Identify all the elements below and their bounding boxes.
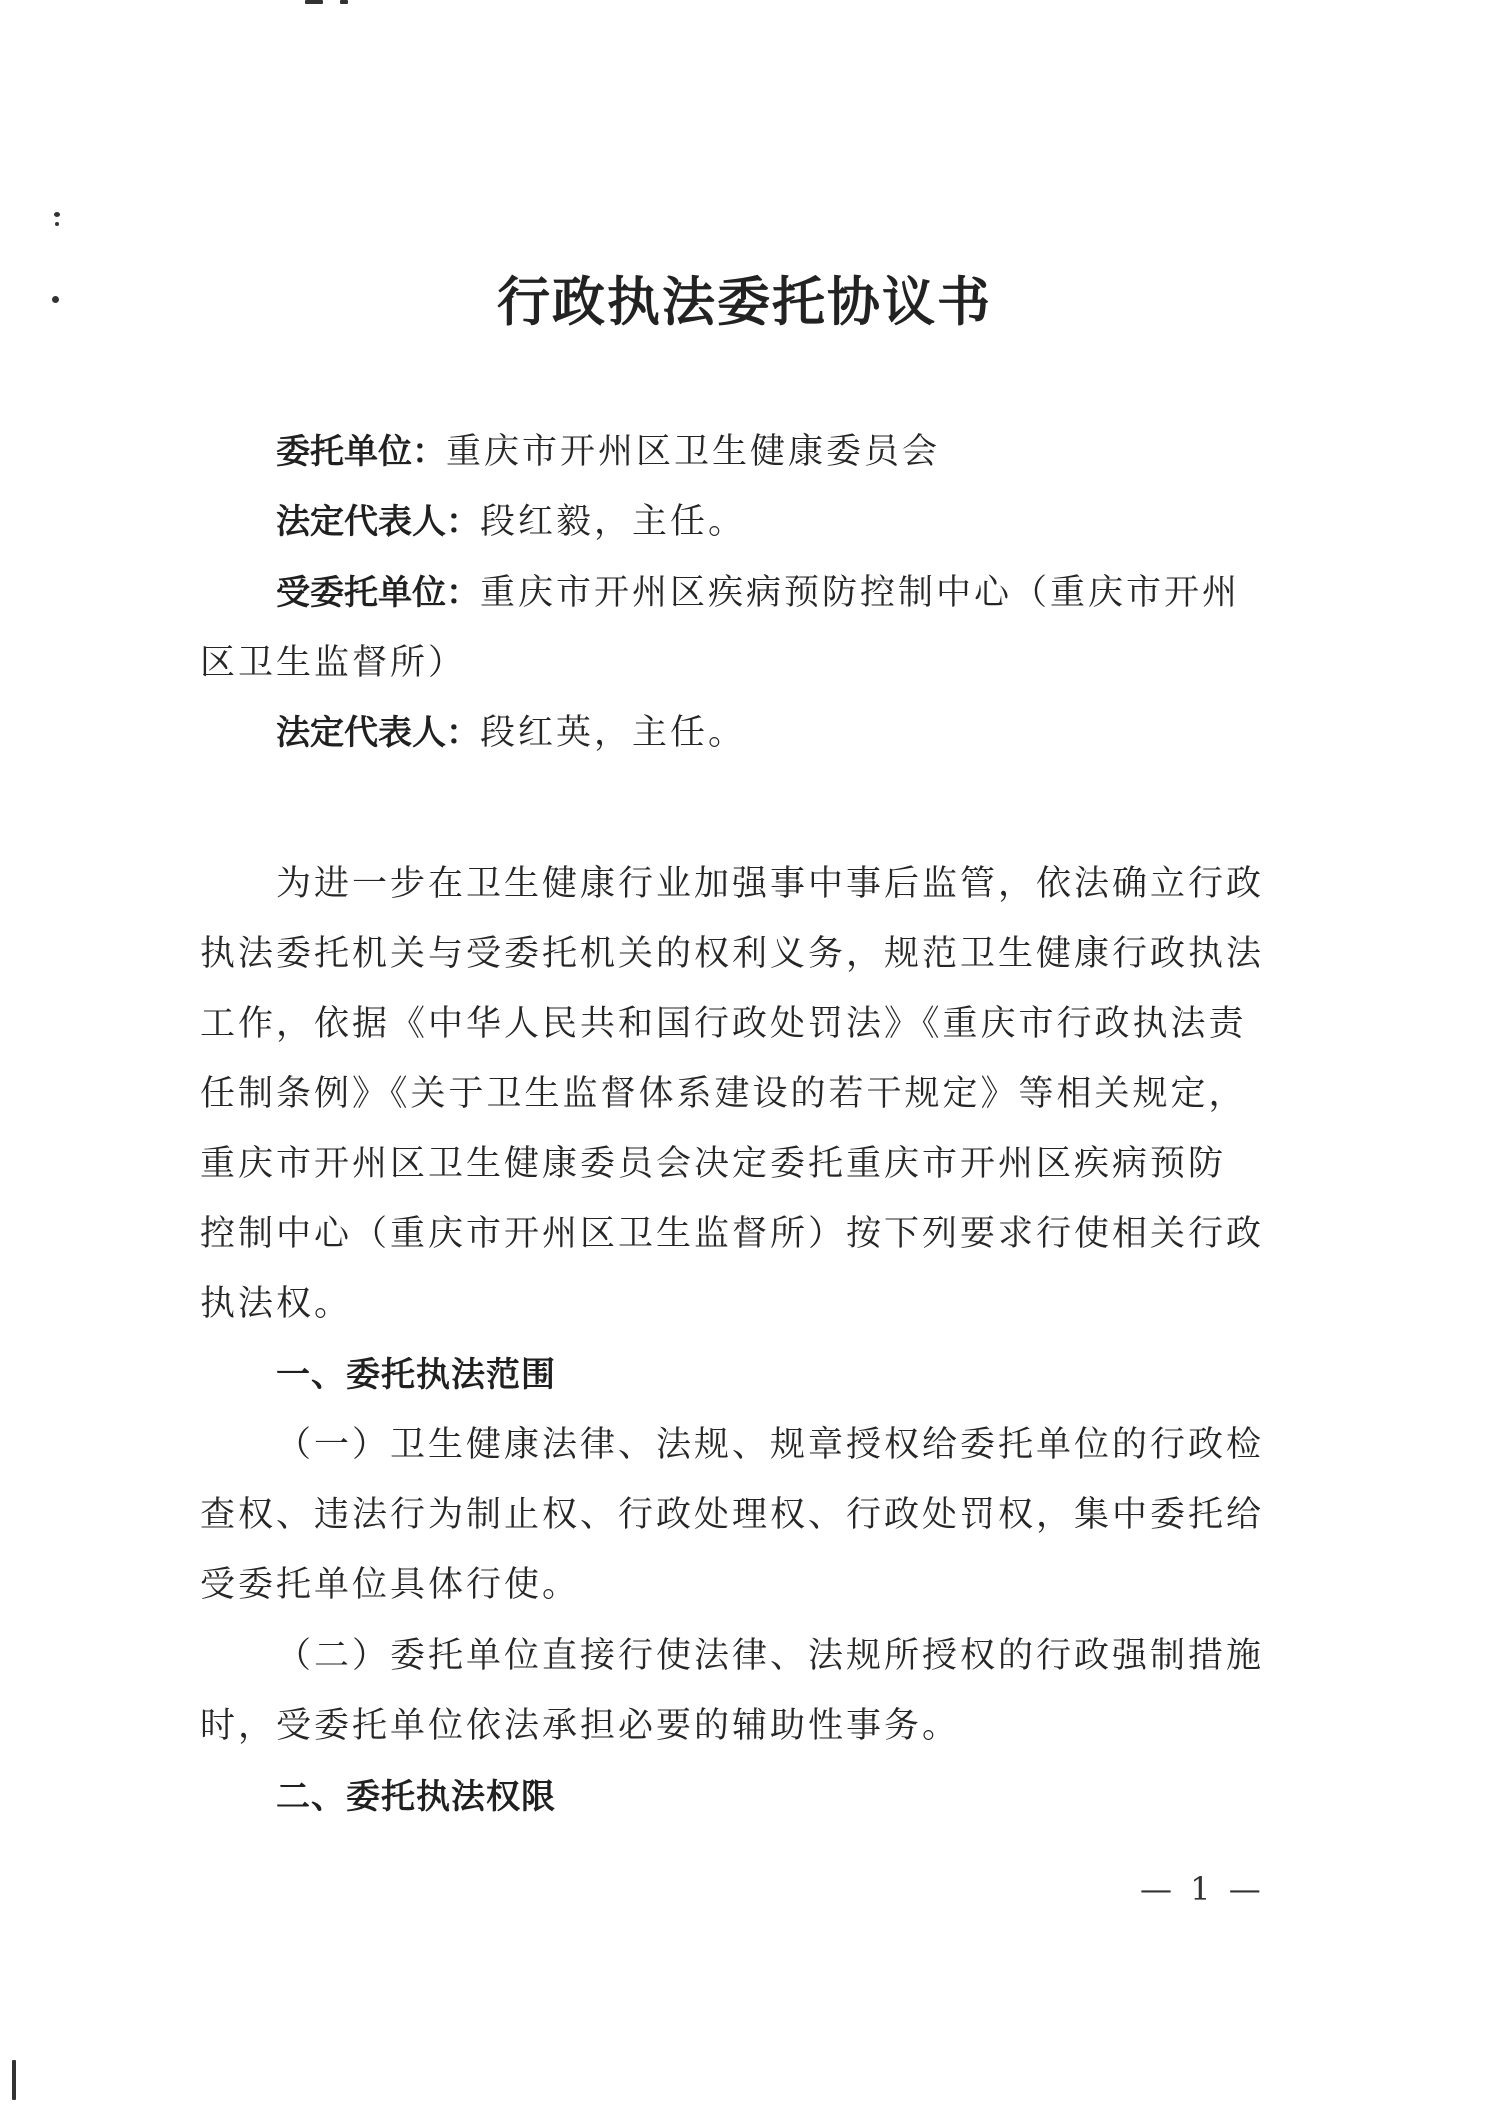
section-heading: 一、委托执法范围	[276, 1355, 556, 1395]
page-number: — 1 —	[1140, 1870, 1265, 1908]
principal-label: 委托单位：	[276, 432, 446, 472]
section1-item1-line: （一）卫生健康法律、法规、规章授权给委托单位的行政检	[276, 1425, 1265, 1465]
section1-item2-line: 时，受委托单位依法承担必要的辅助性事务。	[200, 1706, 961, 1746]
agent-value-continued: 区卫生监督所）	[200, 643, 467, 683]
preamble-line: 执法权。	[200, 1284, 353, 1324]
document-title: 行政执法委托协议书	[497, 271, 992, 333]
agent-line	[276, 563, 1290, 623]
agent-rep-line	[276, 703, 1290, 763]
agent-rep-label: 法定代表人：	[276, 713, 480, 753]
principal-rep-line	[276, 492, 1290, 552]
agent-label: 受委托单位：	[276, 573, 480, 613]
principal-rep-value: 段红毅，主任。	[480, 502, 747, 542]
agent-value: 重庆市开州区疾病预防控制中心（重庆市开州	[480, 573, 1241, 613]
section1-item2-line: （二）委托单位直接行使法律、法规所授权的行政强制措施	[276, 1636, 1265, 1676]
preamble-line: 任制条例》《关于卫生监督体系建设的若干规定》等相关规定，	[200, 1074, 1247, 1114]
preamble-line: 重庆市开州区卫生健康委员会决定委托重庆市开州区疾病预防	[200, 1144, 1227, 1184]
scan-speck	[54, 212, 60, 217]
principal-line	[276, 422, 1290, 482]
preamble-line: 控制中心（重庆市开州区卫生监督所）按下列要求行使相关行政	[200, 1214, 1265, 1254]
scan-speck	[305, 0, 323, 4]
section1-item1-line: 受委托单位具体行使。	[200, 1565, 581, 1605]
scan-speck	[340, 0, 348, 4]
preamble-line: 工作，依据《中华人民共和国行政处罚法》《重庆市行政执法责	[200, 1004, 1247, 1044]
preamble-line: 执法委托机关与受委托机关的权利义务，规范卫生健康行政执法	[200, 934, 1265, 974]
principal-value: 重庆市开州区卫生健康委员会	[446, 432, 941, 472]
preamble-line: 为进一步在卫生健康行业加强事中事后监管，依法确立行政	[276, 864, 1265, 904]
scan-speck	[12, 2060, 16, 2100]
section-heading: 二、委托执法权限	[276, 1777, 556, 1817]
scan-speck	[55, 222, 59, 226]
principal-rep-label: 法定代表人：	[276, 502, 480, 542]
agent-line-continued	[200, 633, 1290, 693]
agent-rep-value: 段红英，主任。	[480, 713, 747, 753]
section1-item1-line: 查权、违法行为制止权、行政处理权、行政处罚权，集中委托给	[200, 1495, 1265, 1535]
